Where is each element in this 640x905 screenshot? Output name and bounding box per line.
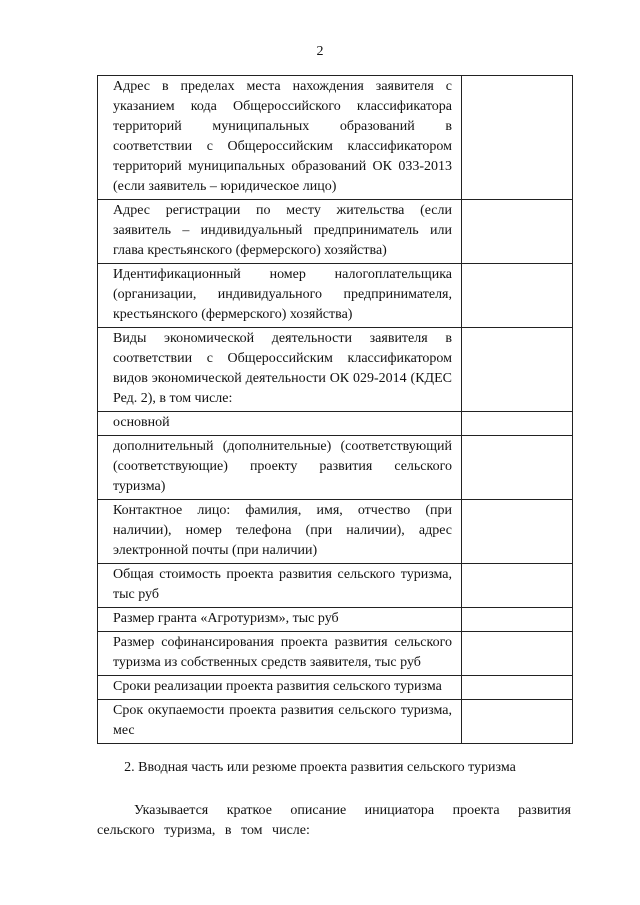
- application-form-table: [97, 75, 573, 744]
- row-label-activity-types: Виды экономической деятельности заявителя в соответствии с Общероссийским классификатором видов экономической деятельности ОК 029-2014 (КДЕС Ред. 2), в том числе:: [98, 328, 462, 412]
- row-label-inn: Идентификационный номер налогоплательщика (организации, индивидуального предпринимателя, крестьянского (фермерского) хозяйства): [98, 264, 462, 328]
- row-label-additional-activity: дополнительный (дополнительные) (соответствующий (соответствующие) проекту развития сельского туризма): [98, 436, 462, 500]
- table-row: [98, 436, 573, 500]
- row-value-total-cost: [462, 564, 573, 608]
- row-label-contact-person: Контактное лицо: фамилия, имя, отчество (при наличии), номер телефона (при наличии), адрес электронной почты (при наличии): [98, 500, 462, 564]
- row-value-additional-activity: [462, 436, 573, 500]
- section-heading: 2. Вводная часть или резюме проекта развития сельского туризма: [124, 760, 516, 775]
- row-value-grant-amount: [462, 608, 573, 632]
- row-label-main-activity: основной: [98, 412, 462, 436]
- row-value-main-activity: [462, 412, 573, 436]
- row-value-contact-person: [462, 500, 573, 564]
- row-value-activity-types: [462, 328, 573, 412]
- table-row: [98, 412, 573, 436]
- table-row: [98, 632, 573, 676]
- row-label-payback-period: Срок окупаемости проекта развития сельского туризма, мес: [98, 700, 462, 744]
- row-label-implementation-period: Сроки реализации проекта развития сельского туризма: [98, 676, 462, 700]
- table-row: [98, 608, 573, 632]
- table-row: [98, 564, 573, 608]
- table-row: [98, 76, 573, 200]
- row-label-total-cost: Общая стоимость проекта развития сельского туризма, тыс руб: [98, 564, 462, 608]
- page-number: 2: [316, 44, 324, 59]
- row-value-cofinancing: [462, 632, 573, 676]
- row-value-inn: [462, 264, 573, 328]
- row-value-registration-address: [462, 200, 573, 264]
- row-label-registration-address: Адрес регистрации по месту жительства (если заявитель – индивидуальный предприниматель или глава крестьянского (фермерского) хозяйства): [98, 200, 462, 264]
- intro-paragraph: Указывается краткое описание инициатора проекта развития сельского туризма, в том числе:: [97, 803, 571, 838]
- row-value-payback-period: [462, 700, 573, 744]
- table-row: [98, 328, 573, 412]
- row-label-grant-amount: Размер гранта «Агротуризм», тыс руб: [98, 608, 462, 632]
- table-row: [98, 500, 573, 564]
- row-label-address: Адрес в пределах места нахождения заявителя с указанием кода Общероссийского классификатора территорий муниципальных образований в соответствии с Общероссийским классификатором территорий муниципальных образований ОК 033-2013 (если заявитель – юридическое лицо): [98, 76, 462, 200]
- row-value-implementation-period: [462, 676, 573, 700]
- row-value-address: [462, 76, 573, 200]
- table-row: [98, 676, 573, 700]
- table-row: [98, 700, 573, 744]
- table-row: [98, 264, 573, 328]
- row-label-cofinancing: Размер софинансирования проекта развития сельского туризма из собственных средств заявителя, тыс руб: [98, 632, 462, 676]
- table-row: [98, 200, 573, 264]
